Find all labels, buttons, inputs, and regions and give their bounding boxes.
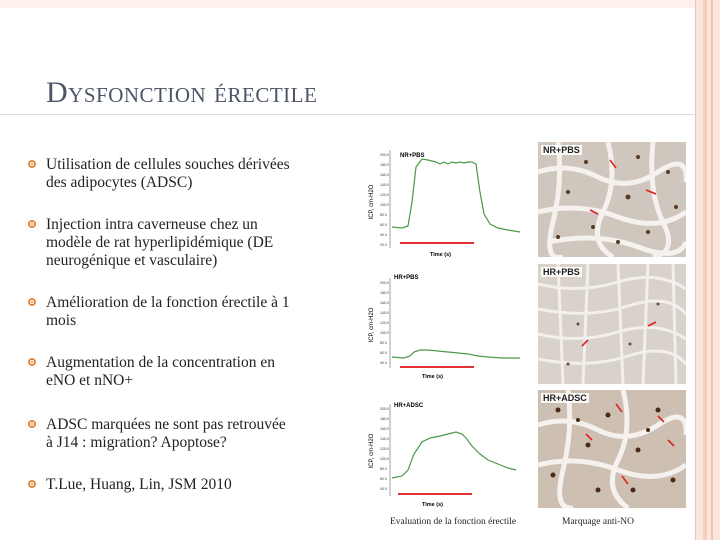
bullet-item <box>28 294 358 330</box>
svg-text:80.0: 80.0 <box>380 341 387 345</box>
bullet-text: Augmentation de la concentration en eNO et nNO+ <box>46 354 275 389</box>
graph-ylabel: ICP, cm-H2O <box>369 184 375 220</box>
svg-text:40.0: 40.0 <box>380 361 387 365</box>
icp-trace <box>392 159 520 232</box>
bullet-icon <box>28 358 36 366</box>
svg-text:60.0: 60.0 <box>380 477 387 481</box>
slide-top-border <box>0 0 696 8</box>
bullet-icon <box>28 220 36 228</box>
micrograph-label: HR+PBS <box>543 267 580 277</box>
bullet-item <box>28 216 358 270</box>
svg-text:100.0: 100.0 <box>380 331 389 335</box>
bullet-text: ADSC marquées ne sont pas retrouvée à J14 : migration? Apoptose? <box>46 416 286 451</box>
caption-right: Marquage anti-NO <box>562 517 635 527</box>
slide-right-border <box>695 0 720 540</box>
micrograph-label: HR+ADSC <box>543 393 587 403</box>
graph-xlabel: Time (s) <box>422 374 443 380</box>
svg-text:200.0: 200.0 <box>380 281 389 285</box>
bullet-icon <box>28 420 36 428</box>
micrograph-hr-pbs <box>538 264 686 384</box>
svg-text:140.0: 140.0 <box>380 437 389 441</box>
micrograph-label: NR+PBS <box>543 145 580 155</box>
svg-text:200.0: 200.0 <box>380 407 389 411</box>
caption-left: Evaluation de la fonction érectile <box>390 517 517 527</box>
graph-yticks <box>380 153 389 247</box>
svg-text:160.0: 160.0 <box>380 173 389 177</box>
graph-label: HR+PBS <box>394 275 419 281</box>
border-stripe <box>703 0 707 540</box>
title-divider <box>0 114 696 115</box>
bullet-text: Utilisation de cellules souches dérivées des adipocytes (ADSC) <box>46 156 290 191</box>
micrograph-hr-adsc <box>538 390 686 508</box>
bullet-text: T.Lue, Huang, Lin, JSM 2010 <box>46 476 232 493</box>
svg-text:180.0: 180.0 <box>380 163 389 167</box>
svg-text:80.0: 80.0 <box>380 467 387 471</box>
micrograph-nr-pbs <box>538 142 686 257</box>
svg-text:180.0: 180.0 <box>380 291 389 295</box>
icp-trace <box>392 432 516 478</box>
graph-label: NR+PBS <box>400 153 425 159</box>
bullet-text: Amélioration de la fonction érectile à 1 mois <box>46 294 290 329</box>
graph-ylabel: ICP, cm-H2O <box>369 307 375 343</box>
icp-graph-hr-pbs <box>368 270 528 385</box>
border-stripe-thin <box>711 0 713 540</box>
graph-yticks <box>380 281 389 365</box>
bullet-item <box>28 476 358 494</box>
icp-graph-nr-pbs <box>368 142 528 262</box>
bullet-text: Injection intra caverneuse chez un modèle de rat hyperlipidémique (DE neurogénique et vasculaire) <box>46 216 274 269</box>
svg-text:120.0: 120.0 <box>380 321 389 325</box>
graph-yticks <box>380 407 389 491</box>
bullet-item <box>28 156 358 192</box>
graph-label: HR+ADSC <box>394 403 424 409</box>
graph-xlabel: Time (s) <box>430 252 451 258</box>
svg-text:140.0: 140.0 <box>380 183 389 187</box>
svg-text:80.0: 80.0 <box>380 213 387 217</box>
svg-text:60.0: 60.0 <box>380 223 387 227</box>
svg-text:120.0: 120.0 <box>380 447 389 451</box>
bullet-item <box>28 416 358 452</box>
svg-text:160.0: 160.0 <box>380 301 389 305</box>
svg-text:160.0: 160.0 <box>380 427 389 431</box>
svg-text:100.0: 100.0 <box>380 457 389 461</box>
svg-text:60.0: 60.0 <box>380 351 387 355</box>
svg-text:200.0: 200.0 <box>380 153 389 157</box>
bullet-icon <box>28 160 36 168</box>
bullet-icon <box>28 480 36 488</box>
svg-text:120.0: 120.0 <box>380 193 389 197</box>
icp-graph-hr-adsc <box>368 396 528 512</box>
svg-text:180.0: 180.0 <box>380 417 389 421</box>
bullet-icon <box>28 298 36 306</box>
icp-trace <box>392 350 520 358</box>
svg-text:40.0: 40.0 <box>380 233 387 237</box>
graph-ylabel: ICP, cm-H2O <box>369 433 375 469</box>
slide-title: Dysfonction érectile <box>46 76 318 109</box>
bullet-item <box>28 354 358 390</box>
svg-text:100.0: 100.0 <box>380 203 389 207</box>
svg-text:20.0: 20.0 <box>380 243 387 247</box>
svg-text:40.0: 40.0 <box>380 487 387 491</box>
graph-xlabel: Time (s) <box>422 502 443 508</box>
svg-text:140.0: 140.0 <box>380 311 389 315</box>
